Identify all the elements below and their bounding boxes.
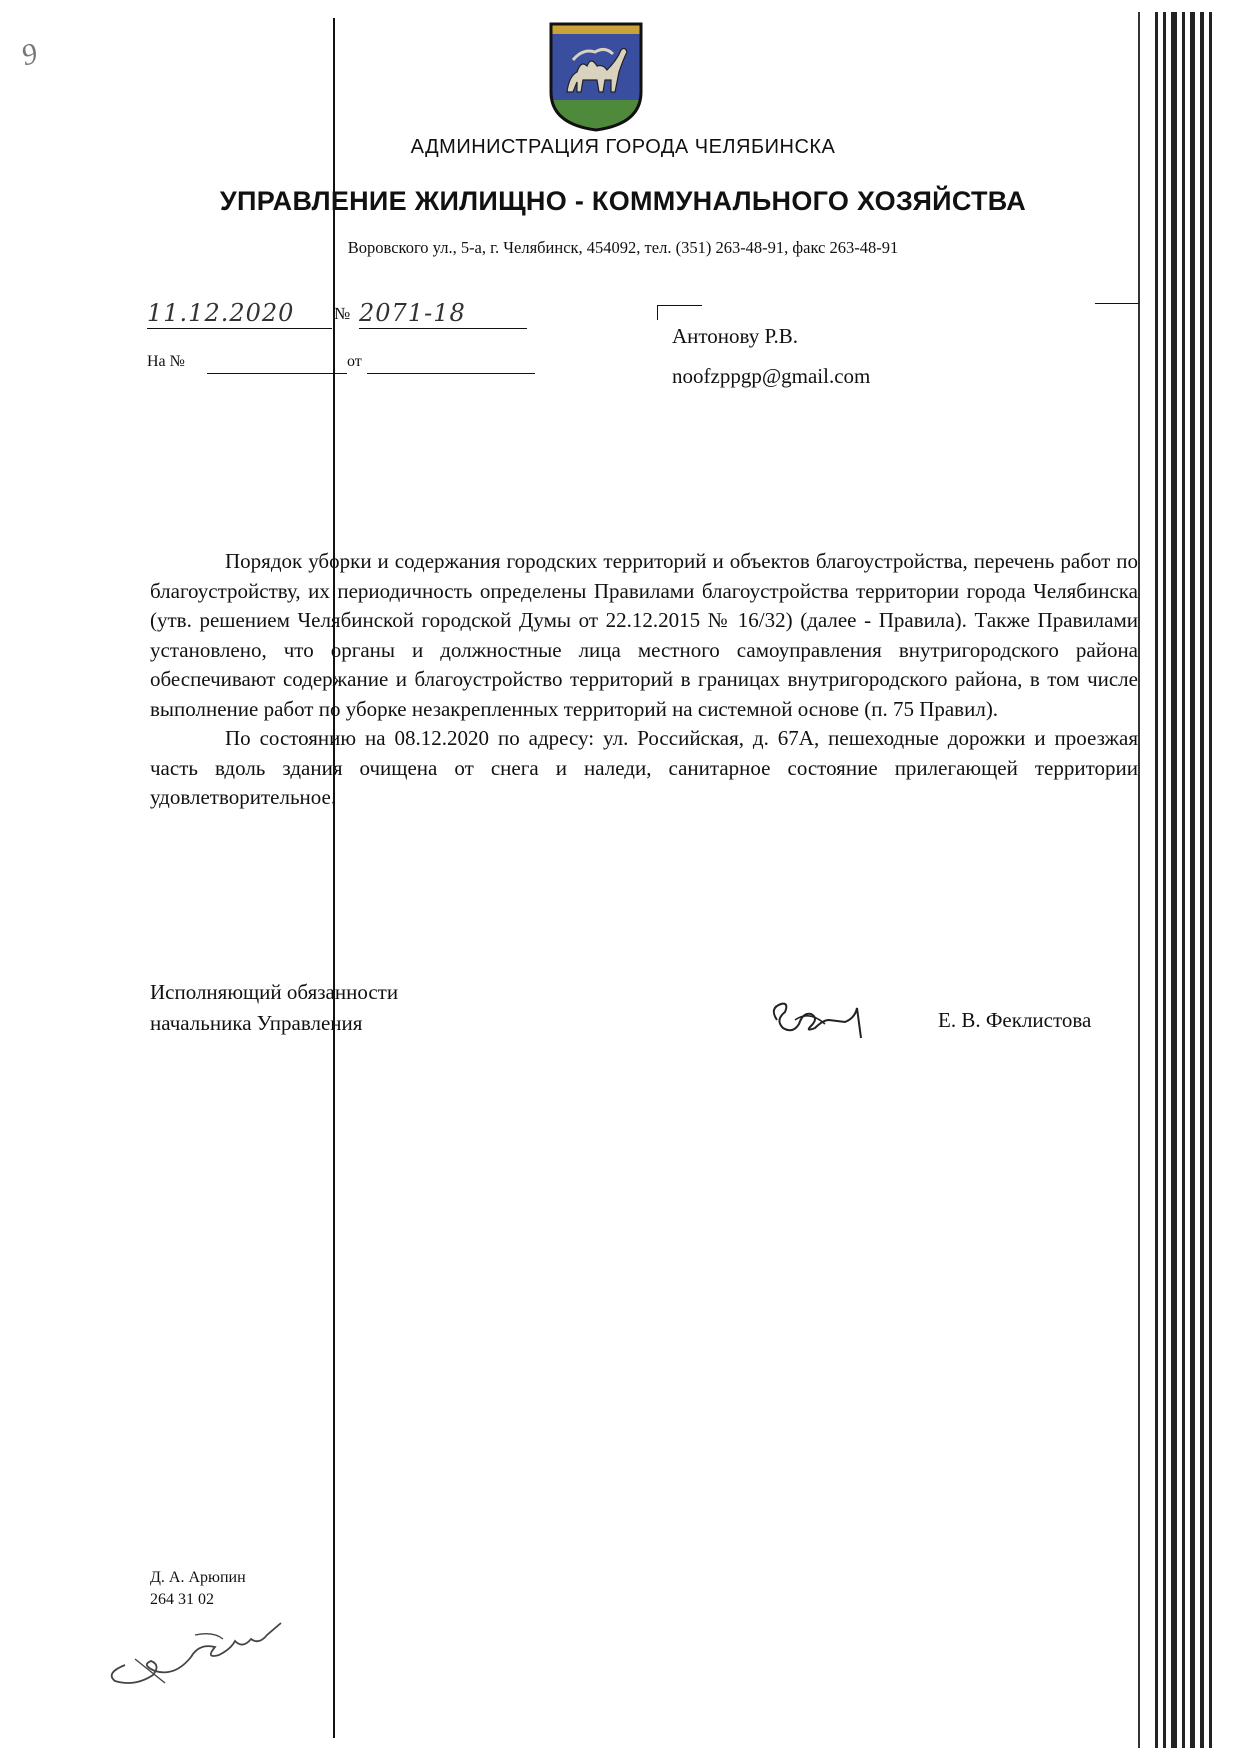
signatory-position <box>150 977 398 1039</box>
number-label: № <box>334 304 351 323</box>
reply-to-label: На № <box>147 353 185 370</box>
reference-row <box>147 353 547 379</box>
department-address: Воровского ул., 5-а, г. Челябинск, 454092, тел. (351) 263-48-91, факс 263-48-91 <box>347 238 899 257</box>
signatory-position-line: Исполняющий обязанности <box>150 980 399 1004</box>
handwritten-signature <box>765 990 875 1050</box>
from-label: от <box>347 353 362 370</box>
scan-edge-bars <box>1142 12 1212 1748</box>
address-block-corner-left <box>657 305 702 320</box>
scan-edge-line <box>1138 12 1140 1748</box>
executor-signature <box>95 1595 315 1690</box>
executor-name: Д. А. Арюпин <box>150 1569 246 1586</box>
outgoing-number: 2071-18 <box>359 298 527 329</box>
department-title: УПРАВЛЕНИЕ ЖИЛИЩНО - КОММУНАЛЬНОГО ХОЗЯЙСТВА <box>219 186 1027 216</box>
signatory-position-line: начальника Управления <box>150 1011 363 1035</box>
administration-title: АДМИНИСТРАЦИЯ ГОРОДА ЧЕЛЯБИНСКА <box>410 136 836 158</box>
margin-page-mark: 9 <box>17 36 41 73</box>
body-paragraph: Порядок уборки и содержания городских территорий и объектов благоустройства, перечень работ по благоустройству, их периодичность определены Правилами благоустройства территории города Челябинска (утв. решением Челябинской городской Думы от 22.12.2015 № 16/32) (далее - Правила). Также Правилами установлено, что органы и должностные лица местного самоуправления внутригородского района обеспечивают содержание и благоустройство территорий в границах внутригородского района, в том числе выполнение работ по уборке незакрепленных территорий на системной основе (п. 75 Правил). <box>150 549 1138 721</box>
letter-body <box>150 547 1138 813</box>
address-block-corner-right <box>1095 303 1139 304</box>
executor-phone: 264 31 02 <box>150 1591 214 1608</box>
reply-to-date-blank <box>367 373 535 374</box>
city-emblem-icon <box>547 20 645 132</box>
signatory-name: Е. В. Феклистова <box>938 1008 1092 1032</box>
scan-binding-line <box>333 18 335 1738</box>
reply-to-number-blank <box>207 373 347 374</box>
registration-row <box>147 298 527 332</box>
outgoing-date: 11.12.2020 <box>147 298 332 329</box>
recipient-name: Антонову Р.В. <box>672 324 799 348</box>
body-paragraph: По состоянию на 08.12.2020 по адресу: ул. Российская, д. 67А, пешеходные дорожки и проезжая часть вдоль здания очищена от снега и наледи, санитарное состояние прилегающей территории удовлетворительное. <box>150 726 1138 809</box>
recipient-email: noofzppgp@gmail.com <box>672 364 871 388</box>
